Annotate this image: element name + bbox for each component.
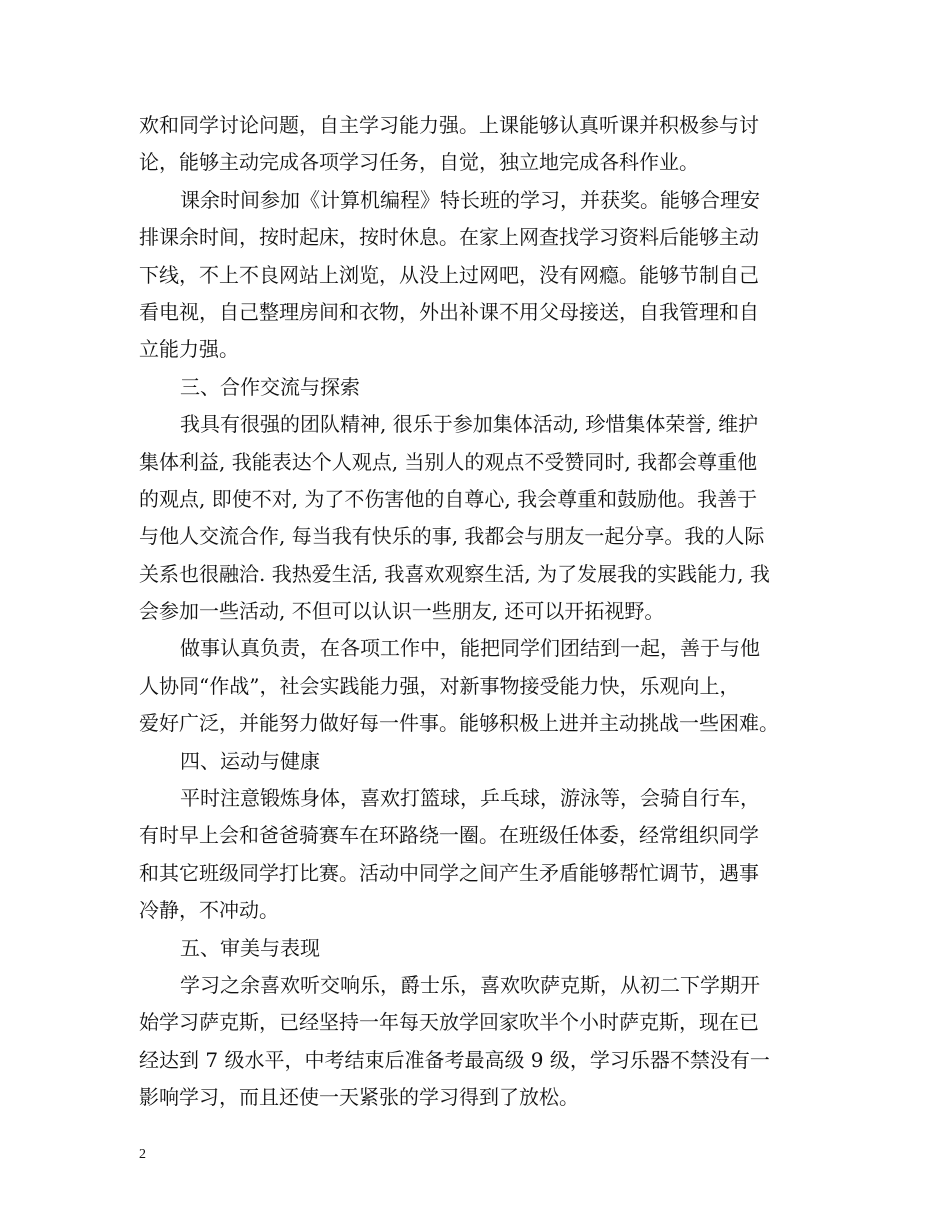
text-line: 与他人交流合作, 每当我有快乐的事, 我都会与朋友一起分享。我的人际 [139,524,765,549]
text-line: 经达到 7 级水平，中考结束后准备考最高级 9 级，学习乐器不禁没有一 [139,1047,770,1072]
paragraph-start: 我具有很强的团队精神, 很乐于参加集体活动, 珍惜集体荣誉, 维护 [180,412,759,437]
text-line: 下线，不上不良网站上浏览，从没上过网吧，没有网瘾。能够节制自己 [139,262,759,287]
text-line: 关系也很融洽. 我热爱生活, 我喜欢观察生活, 为了发展我的实践能力, 我 [139,561,770,586]
text-line: 集体利益, 我能表达个人观点, 当别人的观点不受赞同时, 我都会尊重他 [139,449,758,474]
section-heading: 三、合作交流与探索 [180,374,360,399]
paragraph-start: 课余时间参加《计算机编程》特长班的学习，并获奖。能够合理安 [180,187,760,212]
body-text [139,107,825,1117]
text-line: 爱好广泛，并能努力做好每一件事。能够积极上进并主动挑战一些困难。 [139,711,779,736]
text-line: 人协同“作战”，社会实践能力强，对新事物接受能力快，乐观向上， [139,673,740,698]
section-heading: 五、审美与表现 [180,935,320,960]
text-line: 会参加一些活动, 不但可以认识一些朋友, 还可以开拓视野。 [139,599,665,624]
paragraph-start: 平时注意锻炼身体，喜欢打篮球，乒乓球，游泳等，会骑自行车， [180,786,760,811]
paragraph-start: 做事认真负责，在各项工作中，能把同学们团结到一起，善于与他 [180,636,760,661]
text-line: 始学习萨克斯，已经坚持一年每天放学回家吹半个小时萨克斯，现在已 [139,1010,759,1035]
text-line: 排课余时间，按时起床，按时休息。在家上网查找学习资料后能够主动 [139,225,759,250]
text-line: 影响学习，而且还使一天紧张的学习得到了放松。 [139,1085,579,1110]
page-number: 2 [139,1147,146,1162]
text-line: 欢和同学讨论问题，自主学习能力强。上课能够认真听课并积极参与讨 [139,113,759,137]
text-line: 冷静，不冲动。 [139,898,279,923]
text-line: 有时早上会和爸爸骑赛车在环路绕一圈。在班级任体委，经常组织同学 [139,823,759,848]
text-line: 论，能够主动完成各项学习任务，自觉，独立地完成各科作业。 [139,150,699,175]
paragraph-start: 学习之余喜欢听交响乐，爵士乐，喜欢吹萨克斯，从初二下学期开 [180,972,760,997]
text-line: 和其它班级同学打比赛。活动中同学之间产生矛盾能够帮忙调节，遇事 [139,860,759,885]
text-line: 的观点, 即使不对, 为了不伤害他的自尊心, 我会尊重和鼓励他。我善于 [139,486,758,511]
text-line: 看电视，自己整理房间和衣物，外出补课不用父母接送，自我管理和自 [139,299,759,324]
text-line: 立能力强。 [139,337,239,362]
section-heading: 四、运动与健康 [180,748,320,773]
